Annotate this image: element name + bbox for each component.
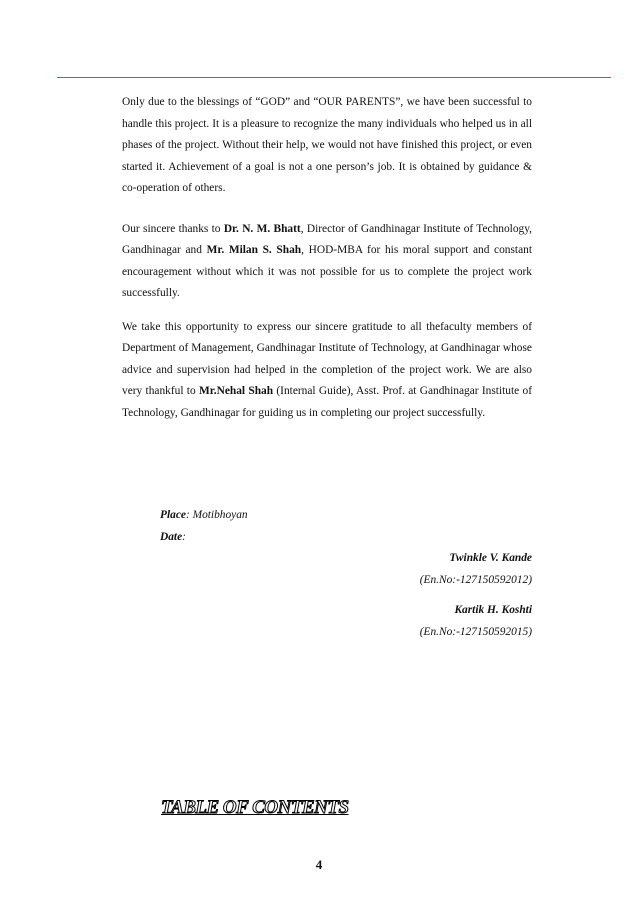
page-number: 4 <box>315 857 323 872</box>
toc-heading: TABLE OF CONTENTS <box>161 797 349 818</box>
date-value: : <box>182 530 186 543</box>
paragraph-blessings: Only due to the blessings of “GOD” and “OUR PARENTS”, we have been successful to handle this project. It is a pleasure to recognize the many individuals who helped us in all phases of the project. Without their help, we would not have finished this project, or even started it. Achievement of a goal is not a one person’s job. It is obtained by guidance & co-operation of others. <box>122 96 532 194</box>
date-label: Date <box>160 530 183 543</box>
student2-name: Kartik H. Koshti <box>454 604 532 616</box>
text-span: (Internal Guide), Asst. Prof. at Gandhinagar Institute of Technology, Gandhinagar for guiding us in completing our project successfully. <box>122 385 533 419</box>
text-span: Our sincere thanks to <box>122 222 224 235</box>
paragraph-thanks <box>122 219 532 305</box>
date-line <box>160 527 532 549</box>
student1-name: Twinkle V. Kande <box>449 552 532 564</box>
text-span: , HOD-MBA for his moral support and constant encouragement without which it was not possible for us to complete the project work successfully. <box>122 244 532 299</box>
signature-block <box>160 505 532 652</box>
student1-enrollment: (En.No:-127150592012) <box>419 573 532 586</box>
header-rule <box>57 77 611 78</box>
place-label: Place <box>160 509 186 521</box>
text-span: We take this opportunity to express our sincere gratitude to all thefaculty members of Department of Management, Gandhinagar Institute of Technology, at Gandhinagar whose advice and supervision had helped in the completion of the project work. We are also very thankful to <box>122 320 532 397</box>
text-span: , Director of Gandhinagar Institute of Technology, Gandhinagar and <box>122 222 533 256</box>
place-line <box>160 505 532 527</box>
place-value: : Motibhoyan <box>185 509 248 521</box>
student2-enrollment: (En.No:-127150592015) <box>419 625 532 638</box>
name-hod: Mr. Milan S. Shah <box>206 244 302 256</box>
name-director: Dr. N. M. Bhatt <box>223 222 301 235</box>
paragraph-gratitude <box>122 317 532 425</box>
name-guide: Mr.Nehal Shah <box>198 385 274 397</box>
acknowledgement-body <box>122 92 532 424</box>
